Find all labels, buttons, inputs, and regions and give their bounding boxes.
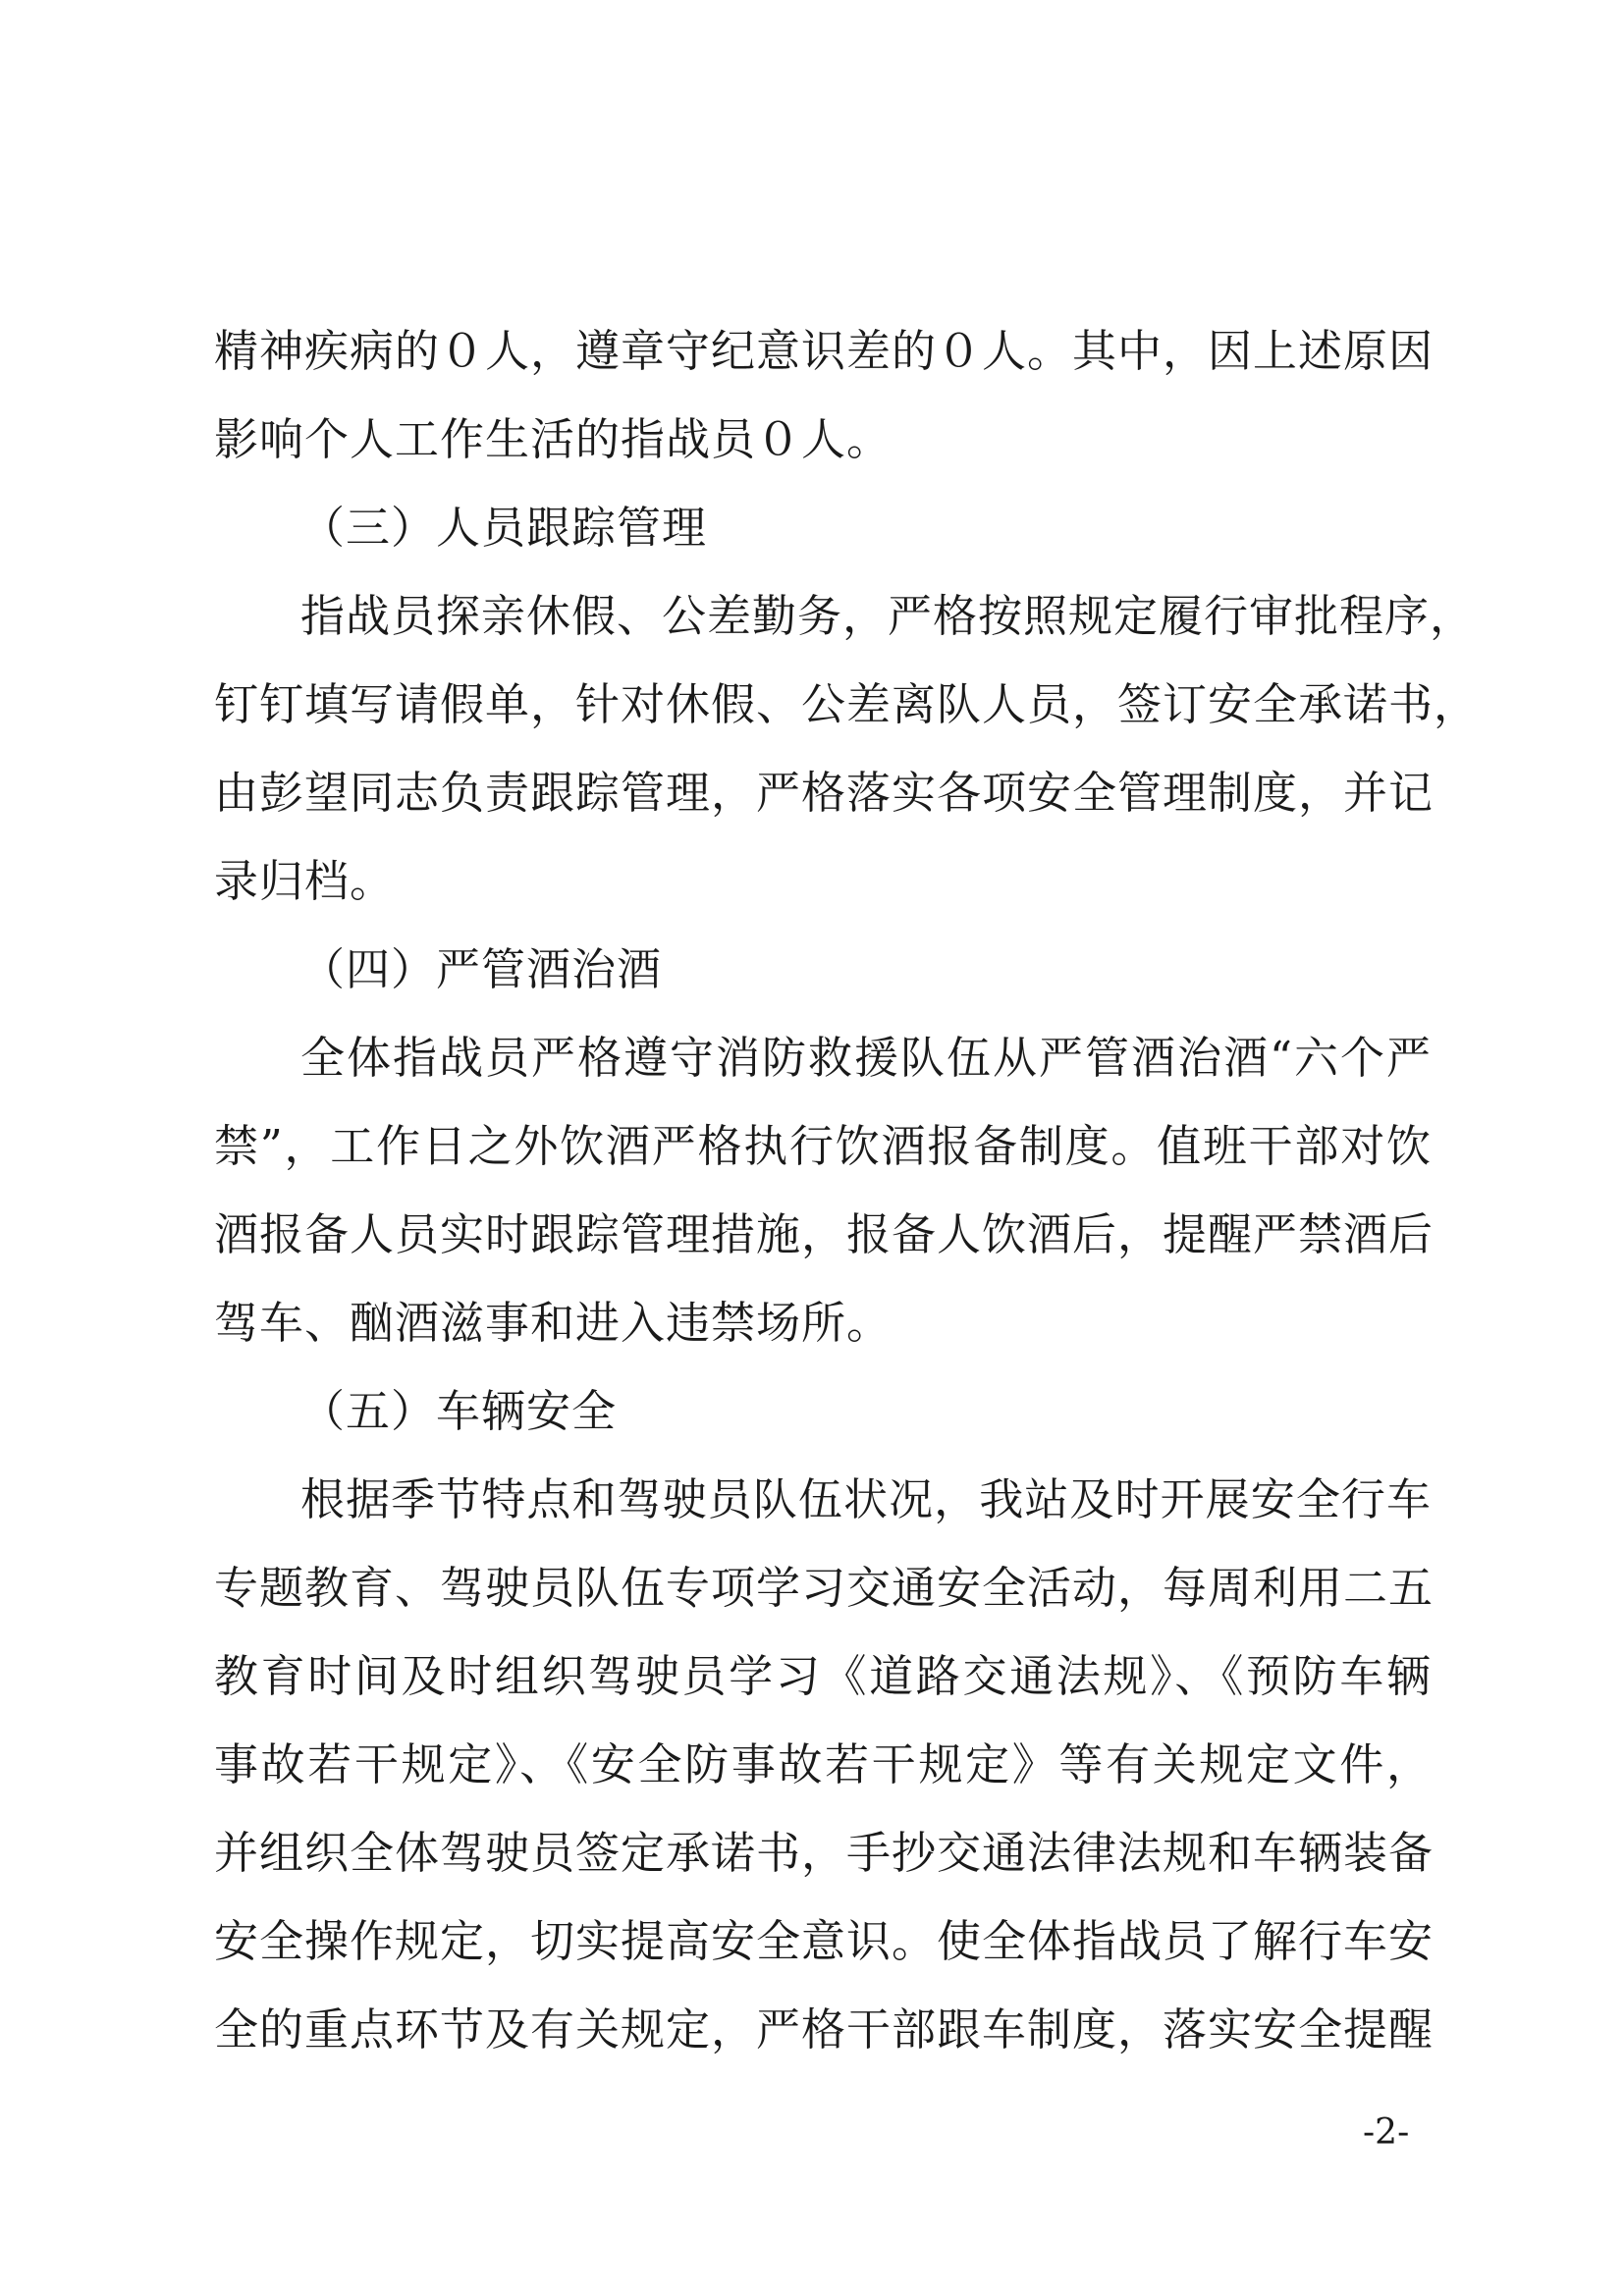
paragraph-line: 全的重点环节及有关规定，严格干部跟车制度，落实安全提醒 [214,2003,1435,2056]
section-heading-3: （三）人员跟踪管理 [300,502,708,554]
paragraph-line: 指战员探亲休假、公差勤务，严格按照规定履行审批程序， [300,590,1476,642]
paragraph-line: 教育时间及时组织驾驶员学习《道路交通法规》、《预防车辆 [214,1650,1432,1702]
paragraph-line: 并组织全体驾驶员签定承诺书，手抄交通法律法规和车辆装备 [214,1827,1435,1879]
paragraph-line: 事故若干规定》、《安全防事故若干规定》等有关规定文件， [214,1738,1432,1790]
paragraph-line: 由彭望同志负责跟踪管理，严格落实各项安全管理制度，并记 [214,767,1435,819]
paragraph-line: 影响个人工作生活的指战员０人。 [214,413,893,465]
paragraph-line: 钉钉填写请假单，针对休假、公差离队人员，签订安全承诺书， [214,678,1480,730]
page-number: -2- [1363,2112,1410,2153]
paragraph-line: 根据季节特点和驾驶员队伍状况，我站及时开展安全行车 [300,1473,1432,1525]
paragraph-line: 精神疾病的０人，遵章守纪意识差的０人。其中，因上述原因 [214,325,1435,377]
section-heading-5: （五）车辆安全 [300,1385,618,1437]
paragraph-line: 专题教育、驾驶员队伍专项学习交通安全活动，每周利用二五 [214,1562,1435,1614]
paragraph-line: 安全操作规定，切实提高安全意识。使全体指战员了解行车安 [214,1915,1435,1967]
paragraph-line: 全体指战员严格遵守消防救援队伍从严管酒治酒“六个严 [300,1032,1432,1084]
paragraph-line: 禁”，工作日之外饮酒严格执行饮酒报备制度。值班干部对饮 [214,1120,1432,1172]
paragraph-line: 录归档。 [214,855,396,907]
paragraph-line: 酒报备人员实时跟踪管理措施，报备人饮酒后，提醒严禁酒后 [214,1208,1435,1260]
section-heading-4: （四）严管酒治酒 [300,943,663,995]
paragraph-line: 驾车、酗酒滋事和进入违禁场所。 [214,1297,893,1349]
